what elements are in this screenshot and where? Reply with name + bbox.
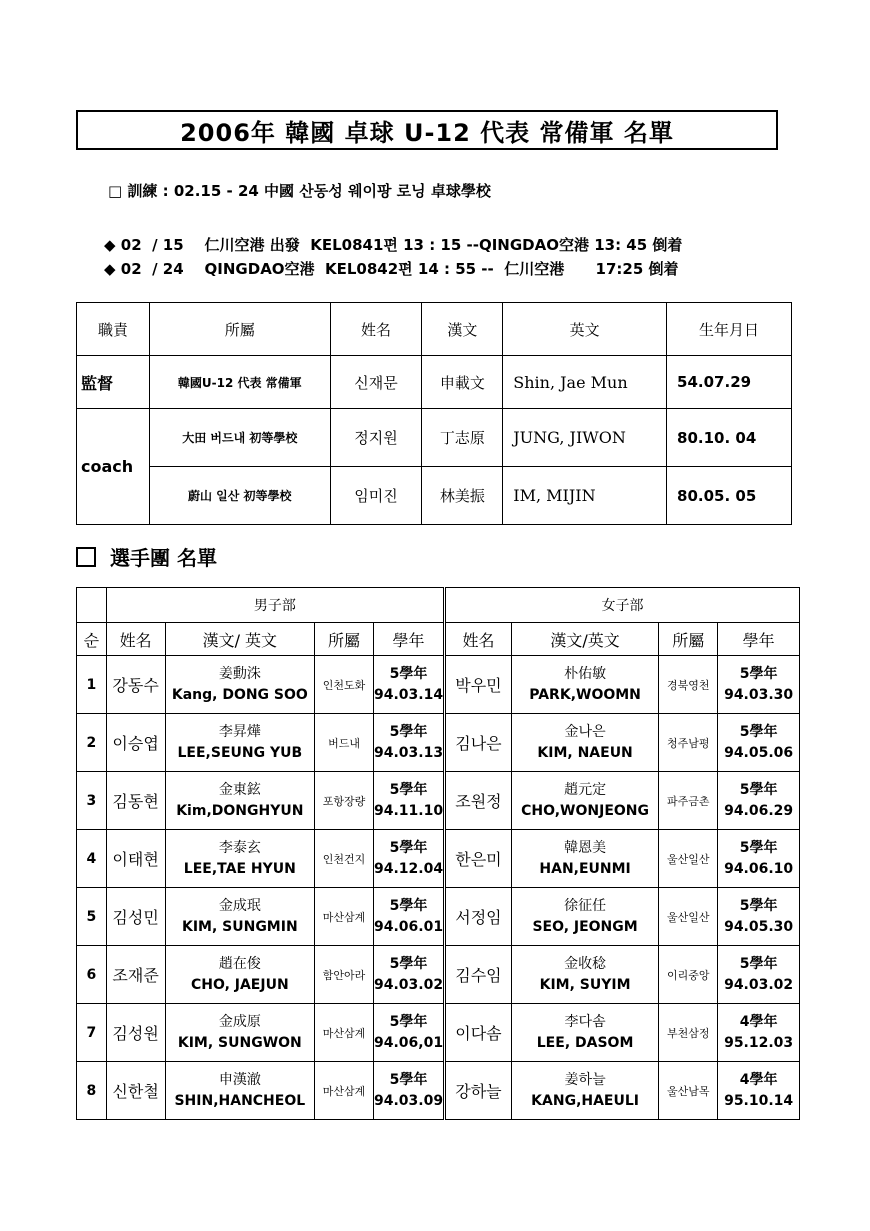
boy-name: 김동현 — [106, 772, 165, 830]
table-row — [77, 888, 800, 946]
girl-name: 조원정 — [445, 772, 512, 830]
header-role: 職責 — [77, 303, 150, 356]
boy-dob: 94.03.02 — [374, 976, 444, 993]
boy-hanja-english — [165, 1004, 315, 1062]
boy-name: 김성민 — [106, 888, 165, 946]
girl-grade: 4學年 — [739, 1013, 778, 1030]
boy-hanja: 申漢澈 — [218, 1071, 261, 1088]
flight-return: ◆ 02 / 24 QINGDAO空港 KEL0842편 14 : 55 -- 仁川空港 17:25 倒着 — [104, 260, 679, 278]
boy-english: KIM, SUNGWON — [177, 1034, 302, 1051]
boy-dob: 94.12.04 — [374, 860, 444, 877]
staff-row-coach-1 — [77, 409, 792, 467]
staff-table — [76, 302, 792, 525]
boy-name: 이승엽 — [106, 714, 165, 772]
girl-english: SEO, JEONGM — [532, 918, 638, 935]
boy-grade: 5學年 — [389, 781, 428, 798]
girl-hanja-english — [511, 946, 659, 1004]
boy-grade-dob — [374, 830, 445, 888]
boy-english: Kim,DONGHYUN — [176, 802, 304, 819]
boy-grade-dob — [374, 714, 445, 772]
girl-dob: 94.05.06 — [724, 744, 794, 761]
girl-grade: 5學年 — [739, 839, 778, 856]
girl-club: 청주남평 — [659, 714, 718, 772]
boy-name: 이태현 — [106, 830, 165, 888]
girl-club: 경북영천 — [659, 656, 718, 714]
boy-grade: 5學年 — [389, 1013, 428, 1030]
girl-english: HAN,EUNMI — [539, 860, 631, 877]
girl-name: 박우민 — [445, 656, 512, 714]
row-number: 7 — [77, 1004, 107, 1062]
header-boy-hanja-eng: 漢文/ 英文 — [165, 623, 315, 656]
girl-hanja: 金收稔 — [564, 955, 607, 972]
boy-club: 마산삼계 — [315, 1004, 374, 1062]
girl-hanja-english — [511, 888, 659, 946]
girl-hanja-english — [511, 830, 659, 888]
boy-hanja: 姜動洙 — [218, 665, 261, 682]
boy-hanja: 金成珉 — [218, 897, 261, 914]
girl-hanja: 李다솜 — [564, 1013, 606, 1030]
table-row — [77, 1062, 800, 1120]
boy-grade-dob — [374, 1062, 445, 1120]
table-row — [77, 830, 800, 888]
row-number: 6 — [77, 946, 107, 1004]
girl-hanja: 韓恩美 — [564, 839, 607, 856]
row-number: 2 — [77, 714, 107, 772]
coach-dob: 80.05. 05 — [667, 467, 792, 525]
row-number: 1 — [77, 656, 107, 714]
header-dob: 生年月日 — [667, 303, 792, 356]
flight-outbound: ◆ 02 / 15 仁川空港 出發 KEL0841편 13 : 15 --QINGDAO空港 13: 45 倒着 — [104, 236, 683, 254]
boy-club: 인천도화 — [315, 656, 374, 714]
girl-grade: 5學年 — [739, 723, 778, 740]
girl-english: CHO,WONJEONG — [521, 802, 650, 819]
group-girls: 女子部 — [445, 588, 800, 623]
girl-hanja: 徐征任 — [564, 897, 607, 914]
girl-name: 강하늘 — [445, 1062, 512, 1120]
girl-grade-dob — [718, 1004, 800, 1062]
header-name: 姓名 — [330, 303, 422, 356]
girl-hanja-english — [511, 714, 659, 772]
boy-grade-dob — [374, 656, 445, 714]
director-org: 韓國U-12 代表 常備軍 — [149, 356, 330, 409]
checkbox-square-icon — [76, 547, 96, 567]
girl-name: 이다솜 — [445, 1004, 512, 1062]
boy-hanja-english — [165, 772, 315, 830]
table-row — [77, 1004, 800, 1062]
girl-english: PARK,WOOMN — [529, 686, 641, 703]
blank-cell — [77, 588, 107, 623]
coach-hanja: 丁志原 — [422, 409, 503, 467]
page-title: 2006年 韓國 卓球 U-12 代表 常備軍 名單 — [76, 110, 778, 150]
boy-grade: 5學年 — [389, 897, 428, 914]
girl-club: 울산남목 — [659, 1062, 718, 1120]
girl-english: KIM, NAEUN — [537, 744, 633, 761]
girl-club: 울산일산 — [659, 888, 718, 946]
row-number: 3 — [77, 772, 107, 830]
girl-name: 김나은 — [445, 714, 512, 772]
boy-english: CHO, JAEJUN — [190, 976, 289, 993]
girl-club: 부천삼정 — [659, 1004, 718, 1062]
girl-grade: 4學年 — [739, 1071, 778, 1088]
boy-hanja: 趙在俊 — [218, 955, 261, 972]
header-girl-club: 所屬 — [659, 623, 718, 656]
boy-english: Kang, DONG SOO — [171, 686, 308, 703]
boy-name: 김성원 — [106, 1004, 165, 1062]
girl-grade-dob — [718, 888, 800, 946]
table-row — [77, 772, 800, 830]
header-boy-grade: 學年 — [374, 623, 445, 656]
girl-grade-dob — [718, 946, 800, 1004]
header-girl-hanja-eng: 漢文/英文 — [511, 623, 659, 656]
boy-grade-dob — [374, 946, 445, 1004]
girl-dob: 94.05.30 — [724, 918, 794, 935]
coach-org: 蔚山 일산 初等學校 — [149, 467, 330, 525]
boy-name: 강동수 — [106, 656, 165, 714]
coach-english: JUNG, JIWON — [503, 409, 667, 467]
boy-dob: 94.03.14 — [374, 686, 444, 703]
boy-name: 조재준 — [106, 946, 165, 1004]
girl-hanja: 金나은 — [564, 723, 606, 740]
girl-hanja: 趙元定 — [564, 781, 607, 798]
boy-hanja: 金成原 — [218, 1013, 261, 1030]
girl-grade-dob — [718, 772, 800, 830]
column-header-row — [77, 623, 800, 656]
girl-dob: 94.06.10 — [724, 860, 794, 877]
girl-english: KIM, SUYIM — [539, 976, 631, 993]
section-heading — [76, 542, 217, 571]
boy-english: LEE,TAE HYUN — [183, 860, 296, 877]
girl-grade-dob — [718, 656, 800, 714]
girl-grade: 5學年 — [739, 665, 778, 682]
girl-dob: 95.10.14 — [724, 1092, 794, 1109]
boy-grade-dob — [374, 772, 445, 830]
director-english: Shin, Jae Mun — [503, 356, 667, 409]
girl-english: LEE, DASOM — [536, 1034, 634, 1051]
boy-hanja-english — [165, 888, 315, 946]
girl-name: 한은미 — [445, 830, 512, 888]
section-title: 選手團 名單 — [110, 546, 217, 570]
director-name: 신재문 — [330, 356, 422, 409]
boy-grade: 5學年 — [389, 955, 428, 972]
girl-club: 이리중앙 — [659, 946, 718, 1004]
girl-grade: 5學年 — [739, 781, 778, 798]
boy-grade: 5學年 — [389, 723, 428, 740]
girl-hanja: 朴佑敏 — [564, 665, 607, 682]
table-row — [77, 946, 800, 1004]
boy-dob: 94.03.13 — [374, 744, 444, 761]
boy-english: KIM, SUNGMIN — [181, 918, 298, 935]
girl-hanja: 姜하늘 — [564, 1071, 606, 1088]
girl-hanja-english — [511, 656, 659, 714]
boy-english: LEE,SEUNG YUB — [177, 744, 303, 761]
boy-grade: 5學年 — [389, 665, 428, 682]
girl-grade-dob — [718, 714, 800, 772]
girl-grade: 5學年 — [739, 955, 778, 972]
boy-club: 함안아라 — [315, 946, 374, 1004]
girl-name: 서정임 — [445, 888, 512, 946]
boy-hanja-english — [165, 656, 315, 714]
boy-dob: 94.06,01 — [374, 1034, 444, 1051]
header-girl-grade: 學年 — [718, 623, 800, 656]
boy-grade: 5學年 — [389, 1071, 428, 1088]
row-number: 4 — [77, 830, 107, 888]
header-hanja: 漢文 — [422, 303, 503, 356]
girl-dob: 94.03.02 — [724, 976, 794, 993]
girl-grade-dob — [718, 830, 800, 888]
director-hanja: 申載文 — [422, 356, 503, 409]
boy-hanja: 金東鉉 — [218, 781, 261, 798]
girl-hanja-english — [511, 1004, 659, 1062]
boy-hanja-english — [165, 1062, 315, 1120]
girl-grade: 5學年 — [739, 897, 778, 914]
girl-name: 김수임 — [445, 946, 512, 1004]
players-table — [76, 587, 800, 1120]
boy-club: 인천건지 — [315, 830, 374, 888]
group-header-row — [77, 588, 800, 623]
girl-english: KANG,HAEULI — [531, 1092, 639, 1109]
coach-role: coach — [77, 409, 150, 525]
header-english: 英文 — [503, 303, 667, 356]
girl-dob: 95.12.03 — [724, 1034, 794, 1051]
girl-hanja-english — [511, 772, 659, 830]
group-boys: 男子部 — [106, 588, 444, 623]
girl-dob: 94.06.29 — [724, 802, 794, 819]
boy-dob: 94.11.10 — [374, 802, 444, 819]
table-row — [77, 714, 800, 772]
boy-hanja: 李昇燁 — [218, 723, 261, 740]
boy-club: 마산삼계 — [315, 1062, 374, 1120]
coach-name: 정지원 — [330, 409, 422, 467]
girl-hanja-english — [511, 1062, 659, 1120]
boy-grade-dob — [374, 1004, 445, 1062]
staff-row-director — [77, 356, 792, 409]
girl-dob: 94.03.30 — [724, 686, 794, 703]
coach-org: 大田 버드내 初等學校 — [149, 409, 330, 467]
header-org: 所屬 — [149, 303, 330, 356]
boy-hanja-english — [165, 714, 315, 772]
boy-english: SHIN,HANCHEOL — [174, 1092, 306, 1109]
staff-row-coach-2 — [77, 467, 792, 525]
coach-dob: 80.10. 04 — [667, 409, 792, 467]
boy-grade-dob — [374, 888, 445, 946]
director-role: 監督 — [77, 356, 150, 409]
boy-club: 버드내 — [315, 714, 374, 772]
boy-dob: 94.06.01 — [374, 918, 444, 935]
girl-grade-dob — [718, 1062, 800, 1120]
boy-club: 마산삼계 — [315, 888, 374, 946]
training-info: □ 訓練 : 02.15 - 24 中國 산동성 웨이팡 로닝 卓球學校 — [108, 182, 491, 200]
boy-hanja-english — [165, 946, 315, 1004]
row-number: 5 — [77, 888, 107, 946]
girl-club: 파주금촌 — [659, 772, 718, 830]
row-number: 8 — [77, 1062, 107, 1120]
boy-dob: 94.03.09 — [374, 1092, 444, 1109]
boy-hanja-english — [165, 830, 315, 888]
header-no: 순 — [77, 623, 107, 656]
table-row — [77, 656, 800, 714]
boy-hanja: 李泰玄 — [218, 839, 261, 856]
header-boy-club: 所屬 — [315, 623, 374, 656]
header-girl-name: 姓名 — [445, 623, 512, 656]
coach-name: 임미진 — [330, 467, 422, 525]
director-dob: 54.07.29 — [667, 356, 792, 409]
coach-hanja: 林美振 — [422, 467, 503, 525]
staff-header-row — [77, 303, 792, 356]
player-rows — [77, 656, 800, 1120]
boy-name: 신한철 — [106, 1062, 165, 1120]
boy-grade: 5學年 — [389, 839, 428, 856]
coach-english: IM, MIJIN — [503, 467, 667, 525]
boy-club: 포항장량 — [315, 772, 374, 830]
header-boy-name: 姓名 — [106, 623, 165, 656]
girl-club: 울산일산 — [659, 830, 718, 888]
